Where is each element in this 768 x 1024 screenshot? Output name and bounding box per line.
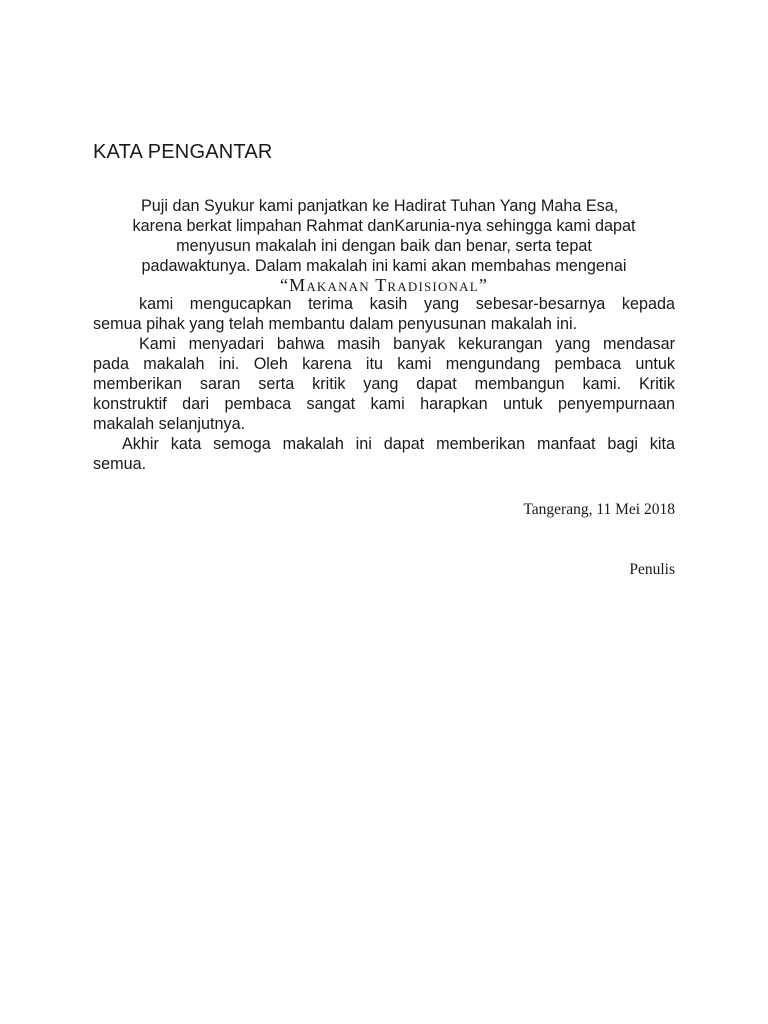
awareness-line-3: memberikan saran serta kritik yang dapat membangun kami. Kritik bbox=[93, 375, 675, 393]
intro-line-4: padawaktunya. Dalam makalah ini kami akan membahas mengenai bbox=[141, 257, 627, 275]
closing-line-2: semua. bbox=[93, 455, 147, 473]
author-signature: Penulis bbox=[629, 561, 675, 578]
intro-line-3: menyusun makalah ini dengan baik dan benar, serta tepat bbox=[176, 237, 592, 255]
intro-paragraph bbox=[93, 196, 675, 276]
awareness-paragraph bbox=[93, 334, 675, 434]
topic-title: “Makanan Tradisional” bbox=[279, 275, 489, 295]
closing-line-1: Akhir kata semoga makalah ini dapat memberikan manfaat bagi kita bbox=[122, 435, 675, 453]
closing-paragraph bbox=[93, 434, 675, 474]
intro-line-1: Puji dan Syukur kami panjatkan ke Hadirat Tuhan Yang Maha Esa, bbox=[141, 197, 619, 215]
page-title: KATA PENGANTAR bbox=[93, 141, 273, 163]
thanks-paragraph bbox=[93, 294, 675, 334]
place-date: Tangerang, 11 Mei 2018 bbox=[523, 501, 675, 518]
awareness-line-4: konstruktif dari pembaca sangat kami harapkan untuk penyempurnaan bbox=[93, 395, 675, 413]
awareness-line-1: Kami menyadari bahwa masih banyak kekurangan yang mendasar bbox=[139, 335, 675, 353]
awareness-line-5: makalah selanjutnya. bbox=[93, 415, 246, 433]
intro-line-2: karena berkat limpahan Rahmat danKarunia-nya sehingga kami dapat bbox=[132, 217, 636, 235]
awareness-line-2: pada makalah ini. Oleh karena itu kami mengundang pembaca untuk bbox=[93, 355, 675, 373]
document-page bbox=[93, 140, 675, 580]
thanks-line-1: kami mengucapkan terima kasih yang sebesar-besarnya kepada bbox=[139, 295, 675, 313]
thanks-line-2: semua pihak yang telah membantu dalam penyusunan makalah ini. bbox=[93, 315, 578, 333]
